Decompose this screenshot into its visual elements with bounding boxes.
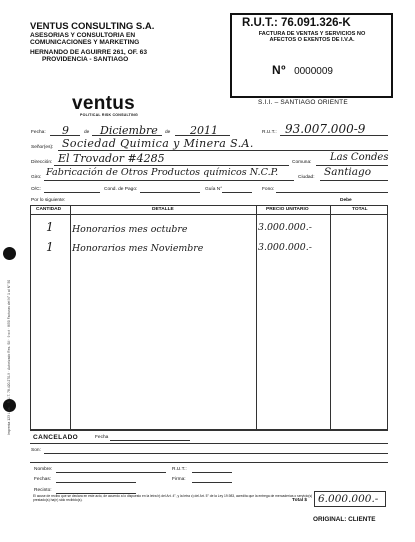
document-type: FACTURA DE VENTAS Y SERVICIOS NO AFECTOS O EXENTOS DE I.V.A. (258, 31, 366, 43)
table-header-divider (30, 214, 388, 215)
fecha-de1: de (84, 130, 90, 135)
ciudad-value: Santiago (324, 166, 372, 178)
giro-label: Giro: (31, 175, 42, 180)
cancelado-fecha-line (110, 440, 190, 441)
fechas-label: Fechas: (34, 477, 52, 482)
row-detalle: Honorarios mes Noviembre (72, 243, 204, 254)
fecha-label: Fecha: (31, 130, 46, 135)
folio-label: Nº (272, 63, 287, 77)
ciudad-line (320, 180, 388, 181)
col-header-cantidad: CANTIDAD (36, 207, 62, 212)
row-cantidad: 1 (46, 240, 54, 254)
fono-line (276, 192, 388, 193)
table-col-divider (256, 205, 257, 430)
cancelado-top-line (30, 430, 388, 431)
giro-line (44, 180, 294, 181)
company-city: PROVIDENCIA - SANTIAGO (42, 56, 129, 64)
items-table (30, 205, 388, 430)
original-cliente-label: ORIGINAL: CLIENTE (313, 516, 376, 523)
acuse-recibo-legal: El acuse de recibo que se declara en este acto, de acuerdo a lo dispuesto en la letra b) del Art. 4°, y la letra c) del Art. 5° de la Ley 19.983, acredita que la entrega de mercaderías o servicio(s) prestado(s) ha(n) sido recibido(s). (33, 494, 313, 502)
col-header-total: TOTAL (352, 207, 368, 212)
fecha-month: Diciembre (100, 124, 158, 137)
rut-title: R.U.T.: 76.091.326-K (242, 17, 351, 29)
cancelado-bottom-line (30, 443, 388, 444)
fecha-year-line (175, 135, 230, 136)
fono-label: Fono: (262, 187, 275, 192)
guia-line (222, 192, 252, 193)
senor-value: Sociedad Quimica y Minera S.A. (62, 137, 254, 150)
por-lo-siguiente-label: Por lo siguiente: (31, 198, 66, 203)
son-label: Son: (31, 448, 41, 453)
comuna-value: Las Condes (330, 152, 389, 163)
company-line1: ASESORIAS Y CONSULTORIA EN (30, 31, 136, 39)
direccion-label: Dirección: (31, 160, 53, 165)
rut-client-line (280, 135, 388, 136)
row-cantidad: 1 (46, 220, 54, 234)
company-address: HERNANDO DE AGUIRRE 261, OF. 63 (30, 48, 148, 56)
row-detalle: Honorarios mes octubre (72, 224, 188, 235)
fecha-month-line (92, 135, 162, 136)
recibo-top-line (30, 462, 388, 463)
debe-label: Debe (340, 198, 352, 203)
firma-label: Firma: (172, 477, 186, 482)
comuna-label: Comuna: (292, 160, 312, 165)
firma-line (192, 482, 232, 483)
oc-label: O/C: (31, 187, 41, 192)
rut-client-label: R.U.T.: (262, 130, 277, 135)
col-header-detalle: DETALLE (152, 207, 174, 212)
sii-office: S.I.I. – SANTIAGO ORIENTE (258, 99, 348, 106)
cond-pago-line (140, 192, 200, 193)
direccion-line (54, 165, 289, 166)
ventus-tagline: POLITICAL RISK CONSULTING (80, 113, 138, 117)
guia-label: Guía N° (205, 187, 223, 192)
recibo-rut-label: R.U.T.: (172, 467, 187, 472)
table-col-divider (70, 205, 71, 430)
son-line (44, 453, 388, 454)
fecha-year: 2011 (190, 124, 218, 137)
row-precio: 3.000.000.- (258, 242, 312, 253)
fecha-day-line (50, 135, 80, 136)
company-header (30, 22, 154, 64)
ventus-logo: ventus (72, 93, 136, 114)
rut-client-value: 93.007.000-9 (285, 122, 366, 136)
table-col-divider (330, 205, 331, 430)
folio (272, 63, 333, 77)
fechas-line (56, 482, 136, 483)
cancelado-fecha-label: Fecha (95, 435, 109, 440)
nombre-label: Nombre: (34, 467, 53, 472)
recibo-rut-line (192, 472, 232, 473)
col-header-precio: PRECIO UNITARIO (266, 207, 309, 212)
fecha-de2: de (165, 130, 171, 135)
senor-label: Señor(es): (31, 145, 54, 150)
fecha-day: 9 (62, 124, 69, 137)
company-line2: COMUNICACIONES Y MARKETING (30, 39, 140, 47)
oc-line (44, 192, 100, 193)
company-name: VENTUS CONSULTING S.A. (30, 21, 155, 32)
direccion-value: El Trovador #4285 (58, 152, 165, 165)
printer-side-note: Imprenta 123 Ltda. · R.U.T. 78.420.270-9 · Autorizado Res. SII · 9 oct · 8/50 Facturas del N° 1 al N° 50 (7, 279, 11, 435)
total-value: 6.000.000.- (318, 493, 379, 505)
recinto-label: Recinto: (34, 488, 52, 493)
nombre-line (56, 472, 166, 473)
ciudad-label: Ciudad: (298, 175, 315, 180)
total-label: Total $ (292, 498, 308, 503)
cancelado-label: CANCELADO (33, 434, 79, 441)
senor-line (58, 150, 388, 151)
folio-number: 0000009 (294, 66, 333, 77)
cond-pago-label: Cond. de Pago: (104, 187, 138, 192)
row-precio: 3.000.000.- (258, 222, 312, 233)
giro-value: Fabricación de Otros Productos químicos N.C.P. (46, 167, 279, 178)
